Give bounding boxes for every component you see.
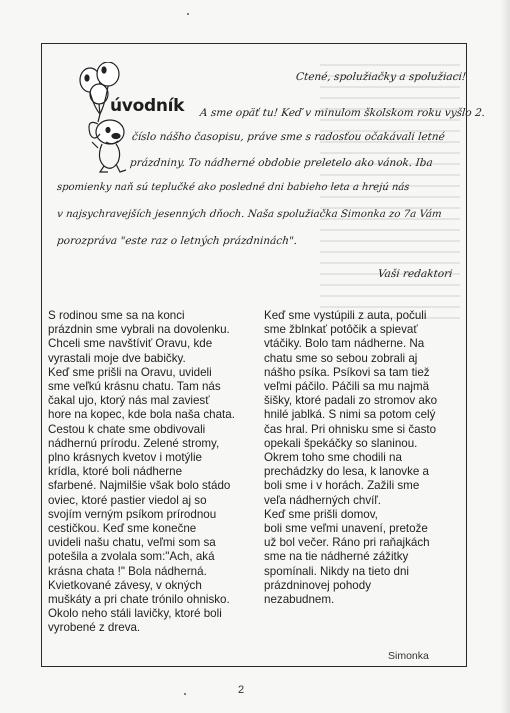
intro-line: číslo nášho časopisu, práve sme s radosťou očakávali letné <box>131 131 446 143</box>
page-number: 2 <box>238 684 245 696</box>
intro-line: v najsychravejších jesenných dňoch. Naša spolužiačka Simonka zo 7a Vám <box>56 209 443 220</box>
page-edge-shadow <box>500 0 510 713</box>
article-right-column <box>264 309 464 607</box>
intro-line: prázdniny. To nádherné obdobie preletelo ako vánok. Iba <box>129 157 434 169</box>
author-name: Simonka <box>388 650 429 662</box>
intro-line: A sme opäť tu! Keď v minulom školskom roku vyšlo 2. <box>199 107 486 119</box>
intro-line: spomienky naň sú teplučké ako posledné dni babieho leta a hrejú nás <box>56 182 410 193</box>
section-title: úvodník <box>110 96 185 116</box>
intro-line: porozpráva "este raz o letných prázdninách". <box>56 235 298 247</box>
article-left-column <box>48 309 258 636</box>
article-text: S rodinou sme sa na konci prázdnin sme vybrali na dovolenku. Chceli sme navštíviť Oravu, kde vyrastali moje dve babičky. Keď sme prišli na Oravu, uvideli sme veľkú krásnu chatu. Tam nás čakal ujo, ktorý nás mal zaviesť hore na kopec, kde bola naša chata. Cestou k chate sme obdivovali nádhernú prírodu. Zelené stromy, plno krásnych kvetov i motýlie krídla, ktoré boli nádherne sfarbené. Najmilšie však bolo stádo oviec, ktoré pastier viedol aj so svojím verným psíkom prírodnou cestičkou. Keď sme konečne uvideli našu chatu, veľmi som sa potešila a zvolala som:"Ach, aká krásna chata !" Bola nádherná. Kvietkované závesy, v okných muškáty a pri chate trónilo ohnisko. Okolo neho stáli lavičky, ktoré boli vyrobené z dreva. <box>48 309 235 635</box>
scan-speck <box>187 13 189 15</box>
greeting: Ctené, spolužiačky a spolužiaci! <box>295 71 467 83</box>
closing-signature: Vaši redaktori <box>377 268 454 280</box>
article-text: Keď sme vystúpili z auta, počuli sme žblnkať potôčik a spievať vtáčiky. Bolo tam nádherne. Na chatu sme so sebou zobrali aj nášho psíka. Psíkovi sa tam tiež veľmi páčilo. Páčili sa mu najmä šišky, ktoré padali zo stromov ako hnilé jablká. S nimi sa potom celý čas hral. Pri ohnisku sme si často opekali špekáčky so slaninou. Okrem toho sme chodili na prechádzky do lesa, k lanovke a boli sme i v horách. Zažili sme veľa nádherných chvíľ. Keď sme prišli domov, boli sme veľmi unavení, pretože už bol večer. Ráno pri raňajkách sme na tie nádherné zážitky spomínali. Nikdy na tieto dni prázdninovej pohody nezabudnem. <box>264 309 438 607</box>
scan-speck <box>184 693 186 695</box>
